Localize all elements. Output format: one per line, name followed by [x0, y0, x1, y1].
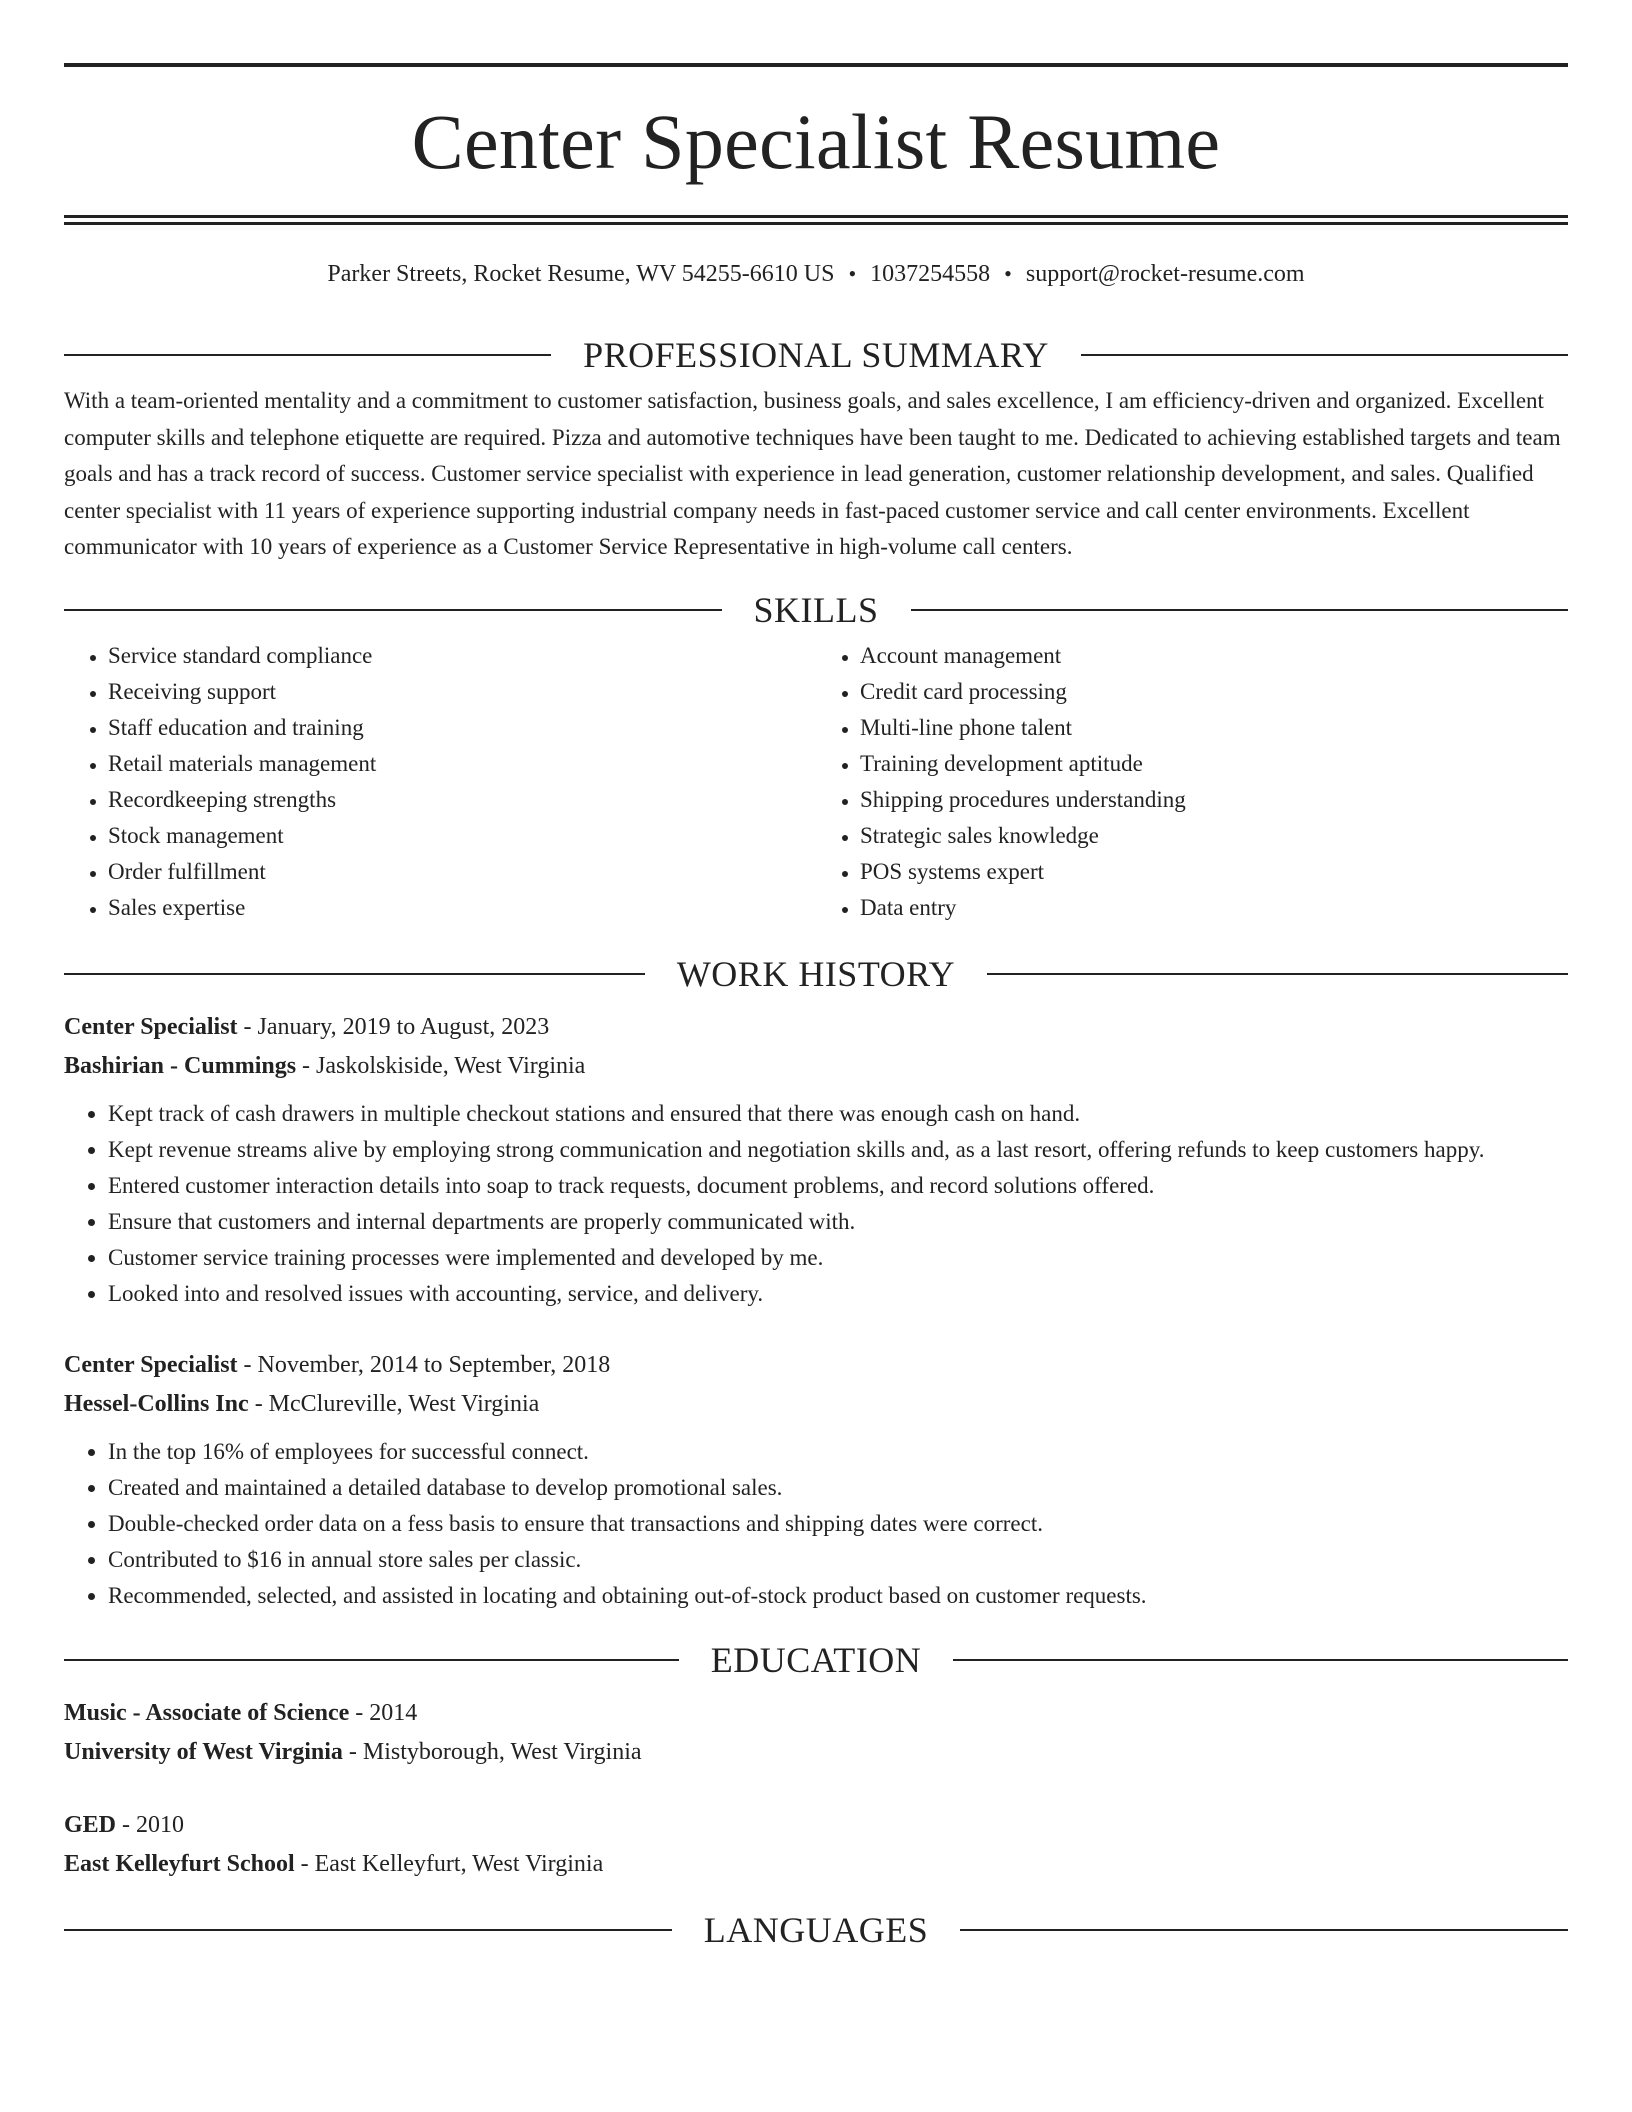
job-bullet: • Kept track of cash drawers in multiple checkout stations and ensured that there was enough cash on hand. — [108, 1096, 1568, 1132]
skill-item: • Shipping procedures understanding — [860, 782, 1568, 818]
heading-rule-right — [953, 1659, 1568, 1661]
skill-item: • Retail materials management — [108, 746, 816, 782]
job-bullets — [64, 1434, 1568, 1614]
section-heading-education — [64, 1638, 1568, 1682]
skill-item: • Recordkeeping strengths — [108, 782, 816, 818]
job-location: - McClureville, West Virginia — [248, 1390, 540, 1417]
section-heading-languages — [64, 1908, 1568, 1952]
heading-rule-left — [64, 609, 722, 611]
section-heading-skills — [64, 588, 1568, 632]
education-school: University of West Virginia — [64, 1738, 343, 1765]
contact-phone: 1037254558 — [870, 261, 991, 287]
job-company: Hessel-Collins Inc — [64, 1390, 249, 1417]
skill-item: • Training development aptitude — [860, 746, 1568, 782]
job-bullet: • Kept revenue streams alive by employing strong communication and negotiation skills and, as a last resort, offering refunds to keep customers happy. — [108, 1132, 1568, 1168]
job-bullet: • Looked into and resolved issues with accounting, service, and delivery. — [108, 1276, 1568, 1312]
contact-address: Parker Streets, Rocket Resume, WV 54255-6610 US — [327, 261, 835, 287]
skill-item: • Strategic sales knowledge — [860, 818, 1568, 854]
skill-item: • Order fulfillment — [108, 854, 816, 890]
job-title: Center Specialist — [64, 1351, 238, 1378]
contact-email: support@rocket-resume.com — [1025, 261, 1305, 287]
heading-rule-right — [987, 973, 1568, 975]
contact-separator: • — [848, 261, 857, 286]
job-bullet: • Entered customer interaction details into soap to track requests, document problems, and record solutions offered. — [108, 1168, 1568, 1204]
job-location: - Jaskolskiside, West Virginia — [296, 1052, 586, 1079]
education-entry — [64, 1694, 1568, 1772]
education-school: East Kelleyfurt School — [64, 1850, 295, 1877]
job-bullet: • Created and maintained a detailed database to develop promotional sales. — [108, 1470, 1568, 1506]
skills-column-left — [64, 638, 816, 926]
heading-rule-left — [64, 973, 645, 975]
job-company-line — [64, 1385, 1568, 1424]
job-title-line — [64, 1008, 1568, 1047]
job-title: Center Specialist — [64, 1013, 238, 1040]
section-title: PROFESSIONAL SUMMARY — [583, 335, 1049, 375]
education-entry — [64, 1806, 1568, 1884]
education-location: - East Kelleyfurt, West Virginia — [294, 1850, 604, 1877]
education-degree: Music - Associate of Science — [64, 1699, 350, 1726]
job-title-line — [64, 1346, 1568, 1385]
skill-item: • Stock management — [108, 818, 816, 854]
job-entry — [64, 1346, 1568, 1614]
job-bullet: • In the top 16% of employees for successful connect. — [108, 1434, 1568, 1470]
heading-rule-right — [1081, 354, 1568, 356]
skill-item: • Multi-line phone talent — [860, 710, 1568, 746]
section-title: SKILLS — [753, 589, 879, 630]
education-degree-line — [64, 1806, 1568, 1845]
job-bullet: • Contributed to $16 in annual store sales per classic. — [108, 1542, 1568, 1578]
section-heading-summary — [64, 333, 1568, 377]
job-company: Bashirian - Cummings — [64, 1052, 297, 1079]
education-degree: GED — [64, 1811, 117, 1838]
page-title: Center Specialist Resume — [411, 98, 1221, 185]
skill-item: • Account management — [860, 638, 1568, 674]
title-double-rule — [64, 215, 1568, 225]
contact-line — [64, 259, 1568, 289]
heading-rule-left — [64, 354, 551, 356]
education-year: - 2014 — [349, 1699, 418, 1726]
job-bullet: • Customer service training processes were implemented and developed by me. — [108, 1240, 1568, 1276]
skill-item: • Sales expertise — [108, 890, 816, 926]
skill-item: • POS systems expert — [860, 854, 1568, 890]
job-bullets — [64, 1096, 1568, 1312]
section-heading-work — [64, 952, 1568, 996]
education-location: - Mistyborough, West Virginia — [342, 1738, 642, 1765]
job-bullet: • Double-checked order data on a fess basis to ensure that transactions and shipping dates were correct. — [108, 1506, 1568, 1542]
skills-column-right — [816, 638, 1568, 926]
heading-rule-right — [911, 609, 1569, 611]
education-school-line — [64, 1733, 1568, 1772]
education-year: - 2010 — [116, 1811, 185, 1838]
job-company-line — [64, 1047, 1568, 1086]
summary-paragraph: With a team-oriented mentality and a commitment to customer satisfaction, business goals, and sales excellence, I am efficiency-driven and organized. Excellent computer skills and telephone etiquette are required. Pizza and automotive techniques have been taught to me. Dedicated to achieving established targets and team goals and has a track record of success. Customer service specialist with experience in lead generation, customer relationship development, and sales. Qualified center specialist with 11 years of experience supporting industrial company needs in fast-paced customer service and call center environments. Excellent communicator with 10 years of experience as a Customer Service Representative in high-volume call centers. — [64, 388, 1561, 559]
heading-rule-left — [64, 1929, 672, 1931]
education-degree-line — [64, 1694, 1568, 1733]
heading-rule-left — [64, 1659, 679, 1661]
heading-rule-right — [960, 1929, 1568, 1931]
education-school-line — [64, 1845, 1568, 1884]
skills-list — [64, 638, 1568, 926]
section-title: WORK HISTORY — [676, 953, 956, 994]
skill-item: • Data entry — [860, 890, 1568, 926]
skill-item: • Service standard compliance — [108, 638, 816, 674]
top-rule — [64, 63, 1568, 67]
job-dates: - November, 2014 to September, 2018 — [237, 1351, 611, 1378]
skill-item: • Receiving support — [108, 674, 816, 710]
skill-item: • Credit card processing — [860, 674, 1568, 710]
job-entry — [64, 1008, 1568, 1312]
contact-separator: • — [1004, 261, 1012, 286]
job-bullet: • Recommended, selected, and assisted in locating and obtaining out-of-stock product based on customer requests. — [108, 1578, 1568, 1614]
job-bullet: • Ensure that customers and internal departments are properly communicated with. — [108, 1204, 1568, 1240]
resume-page — [64, 0, 1568, 1952]
section-title: EDUCATION — [710, 1639, 922, 1680]
section-title: LANGUAGES — [703, 1909, 929, 1950]
skill-item: • Staff education and training — [108, 710, 816, 746]
job-dates: - January, 2019 to August, 2023 — [237, 1013, 550, 1040]
